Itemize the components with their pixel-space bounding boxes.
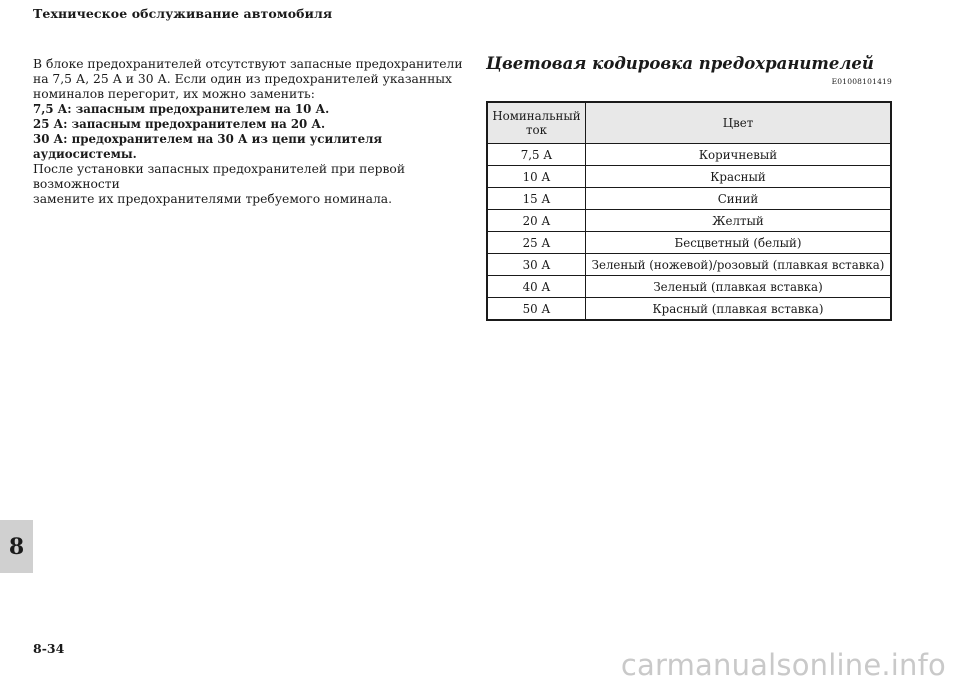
page-number: 8-34 bbox=[33, 641, 65, 656]
cell-color: Желтый bbox=[586, 210, 892, 232]
chapter-number: 8 bbox=[8, 533, 25, 560]
cell-rating: 20 А bbox=[487, 210, 586, 232]
header-rating-line: ток bbox=[525, 123, 547, 137]
table-row bbox=[487, 210, 891, 232]
site-watermark: carmanualsonline.info bbox=[620, 648, 946, 682]
table-row bbox=[487, 254, 891, 276]
header-color: Цвет bbox=[586, 102, 892, 144]
table-header-row bbox=[487, 102, 891, 144]
paragraph-line: номиналов перегорит, их можно заменить: bbox=[33, 87, 315, 101]
cell-rating: 15 А bbox=[487, 188, 586, 210]
section-title: Цветовая кодировка предохранителей bbox=[486, 54, 874, 73]
cell-color: Коричневый bbox=[586, 144, 892, 166]
cell-rating: 40 А bbox=[487, 276, 586, 298]
cell-color: Зеленый (ножевой)/розовый (плавкая вставка) bbox=[586, 254, 892, 276]
paragraph-line: замените их предохранителями требуемого номинала. bbox=[33, 192, 392, 206]
cell-color: Красный (плавкая вставка) bbox=[586, 298, 892, 321]
cell-color: Бесцветный (белый) bbox=[586, 232, 892, 254]
cell-rating: 10 А bbox=[487, 166, 586, 188]
page-header-title: Техническое обслуживание автомобиля bbox=[33, 6, 333, 21]
cell-rating: 30 А bbox=[487, 254, 586, 276]
chapter-tab bbox=[0, 520, 33, 573]
replacement-rule: 30 А: предохранителем на 30 А из цепи усилителя аудиосистемы. bbox=[33, 132, 383, 161]
replacement-rule: 7,5 А: запасным предохранителем на 10 А. bbox=[33, 102, 330, 116]
fuse-note-text bbox=[33, 57, 463, 207]
table-row bbox=[487, 232, 891, 254]
table-row bbox=[487, 298, 891, 321]
section-code: E01008101419 bbox=[831, 77, 892, 86]
paragraph-line: В блоке предохранителей отсутствуют запасные предохранители bbox=[33, 57, 463, 71]
paragraph-line: После установки запасных предохранителей при первой возможности bbox=[33, 162, 406, 191]
table-row bbox=[487, 144, 891, 166]
header-rating-line: Номинальный bbox=[492, 109, 581, 123]
replacement-rule: 25 А: запасным предохранителем на 20 А. bbox=[33, 117, 326, 131]
cell-rating: 7,5 А bbox=[487, 144, 586, 166]
table-row bbox=[487, 166, 891, 188]
paragraph-line: на 7,5 А, 25 А и 30 А. Если один из предохранителей указанных bbox=[33, 72, 452, 86]
cell-color: Красный bbox=[586, 166, 892, 188]
header-rating bbox=[487, 102, 586, 144]
cell-rating: 25 А bbox=[487, 232, 586, 254]
fuse-color-table bbox=[486, 101, 892, 321]
table-row bbox=[487, 188, 891, 210]
cell-rating: 50 А bbox=[487, 298, 586, 321]
cell-color: Зеленый (плавкая вставка) bbox=[586, 276, 892, 298]
cell-color: Синий bbox=[586, 188, 892, 210]
table-row bbox=[487, 276, 891, 298]
